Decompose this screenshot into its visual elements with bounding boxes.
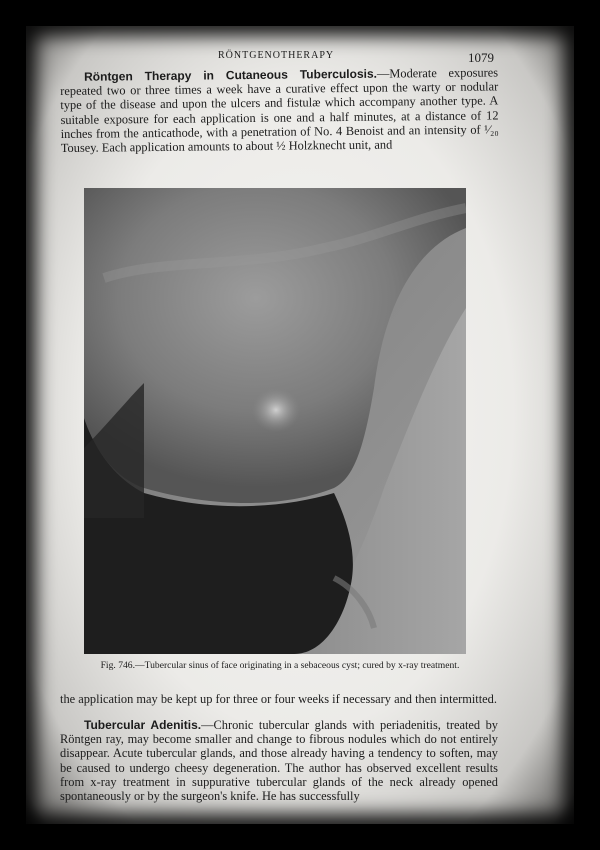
- page-number: 1079: [468, 50, 494, 65]
- section-heading-cutaneous-tuberculosis: Röntgen Therapy in Cutaneous Tuberculosis.: [83, 66, 378, 84]
- figure-caption: Fig. 746.—Tubercular sinus of face originating in a sebaceous cyst; cured by x-ray treatment.: [100, 660, 460, 671]
- paragraph-body-text-adenitis: —Chronic tubercular glands with periadenitis, treated by Röntgen ray, may become smaller and change to fibrous nodules which do not entirely disappear. Acute tubercular glands, and those already having a tendency to soften, may be caused to undergo cheesy degeneration. The author has observed excellent results from x-ray treatment in suppurative tubercular glands of the neck already opened spontaneously or by the surgeon's knife. He has successfully: [60, 718, 498, 804]
- section-heading-tubercular-adenitis: Tubercular Adenitis.: [84, 718, 202, 732]
- face-photograph-image: [84, 188, 466, 654]
- clinical-photograph: [84, 188, 466, 654]
- paragraph-continuation: the application may be kept up for three or four weeks if necessary and then intermitted.: [60, 692, 497, 706]
- book-page: [60, 44, 500, 814]
- paragraph-tubercular-adenitis: [60, 718, 498, 803]
- paragraph-cutaneous-tuberculosis: [60, 65, 499, 155]
- running-head: RÖNTGENOTHERAPY: [218, 50, 335, 61]
- page-header: [60, 48, 500, 68]
- paragraph-body-text: —Moderate exposures repeated two or three times a week have a curative effect upon the warty or nodular type of the disease and upon the ulcers and fistulæ which accompany another type. A suitable exposure for each application is one and a half minutes, at a distance of 12 inches from the anticathode, with a penetration of No. 4 Benoist and an intensity of ¹⁄₂₀ Tousey. Each application amounts to about ½ Holzknecht unit, and: [60, 65, 499, 156]
